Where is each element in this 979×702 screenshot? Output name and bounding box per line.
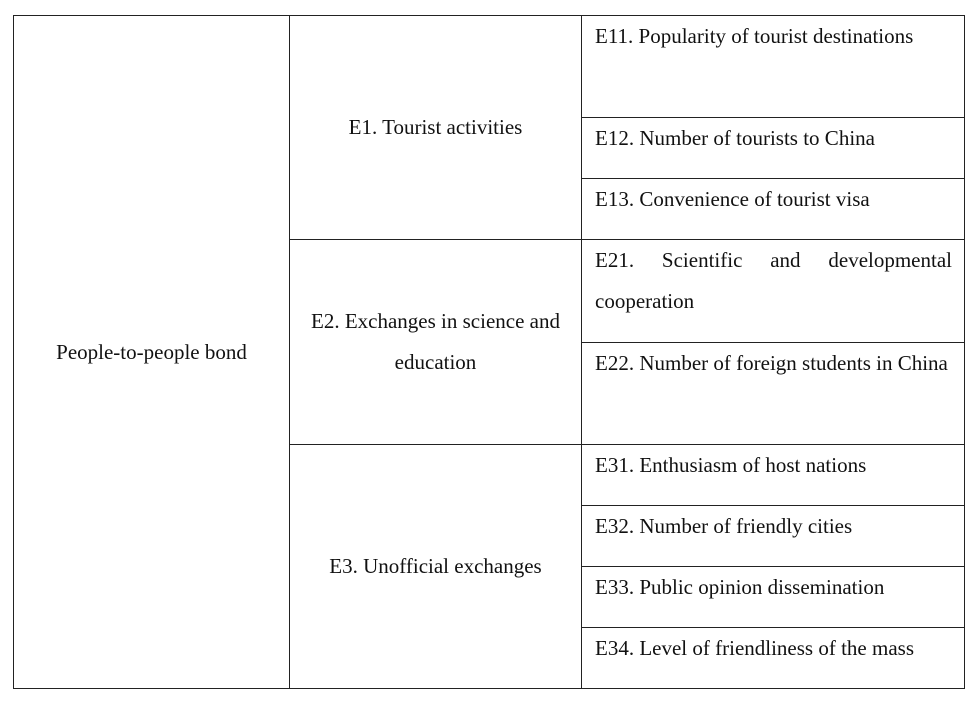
indicator-cell-e31: E31. Enthusiasm of host nations xyxy=(582,445,965,506)
indicator-cell-e13: E13. Convenience of tourist visa xyxy=(582,179,965,240)
indicator-cell-e22: E22. Number of foreign students in China xyxy=(582,343,965,445)
indicator-cell-e34: E34. Level of friendliness of the mass xyxy=(582,628,965,689)
indicator-cell-e33: E33. Public opinion dissemination xyxy=(582,567,965,628)
subdimension-cell-e2: E2. Exchanges in science and education xyxy=(290,240,582,445)
subdimension-cell-e1: E1. Tourist activities xyxy=(290,16,582,240)
indicator-cell-e32: E32. Number of friendly cities xyxy=(582,506,965,567)
indicator-cell-e21: E21. Scientific and developmental cooperation xyxy=(582,240,965,343)
subdimension-cell-e3: E3. Unofficial exchanges xyxy=(290,445,582,689)
indicator-table xyxy=(13,15,965,689)
dimension-cell: People-to-people bond xyxy=(14,16,290,689)
indicator-cell-e12: E12. Number of tourists to China xyxy=(582,118,965,179)
table-row xyxy=(14,16,965,118)
indicator-cell-e11: E11. Popularity of tourist destinations xyxy=(582,16,965,118)
